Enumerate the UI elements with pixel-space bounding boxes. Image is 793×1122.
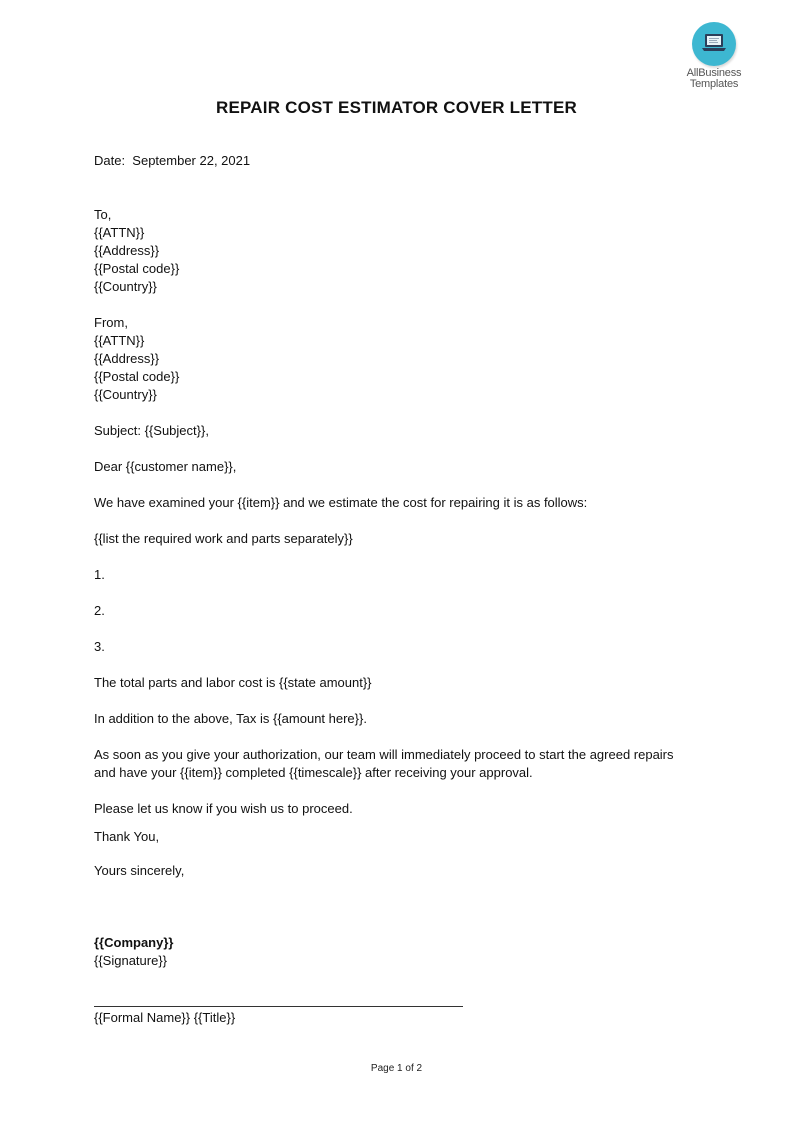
- tax-line: In addition to the above, Tax is {{amount here}}.: [94, 711, 367, 726]
- logo-line-2: Templates: [689, 78, 739, 90]
- total-cost-line: The total parts and labor cost is {{state amount}}: [94, 675, 372, 690]
- formal-name-line: {{Formal Name}} {{Title}}: [94, 1010, 236, 1025]
- logo-text: [680, 68, 748, 90]
- from-postal-code: {{Postal code}}: [94, 369, 180, 384]
- from-label: From,: [94, 315, 128, 330]
- letter-body: [94, 152, 714, 970]
- signature-rule: [94, 1006, 463, 1007]
- list-instruction: {{list the required work and parts separately}}: [94, 531, 353, 546]
- from-country: {{Country}}: [94, 387, 157, 402]
- thanks-line: Thank You,: [94, 829, 160, 844]
- from-address: {{Address}}: [94, 351, 160, 366]
- to-postal-code: {{Postal code}}: [94, 261, 180, 276]
- list-item: 3.: [94, 639, 105, 654]
- brand-logo: [680, 22, 748, 90]
- to-label: To,: [94, 207, 112, 222]
- salutation: Dear {{customer name}},: [94, 459, 237, 474]
- from-attn: {{ATTN}}: [94, 333, 145, 348]
- to-address: {{Address}}: [94, 243, 160, 258]
- laptop-icon: [701, 33, 727, 53]
- company-line: {{Company}}: [94, 935, 174, 950]
- page-footer: Page 1 of 2: [370, 1063, 423, 1074]
- proceed-line: Please let us know if you wish us to proceed.: [94, 801, 353, 816]
- logo-line-1: AllBusiness: [686, 67, 742, 79]
- list-item: 1.: [94, 567, 105, 582]
- to-country: {{Country}}: [94, 279, 157, 294]
- authorization-line-1: As soon as you give your authorization, our team will immediately proceed to start the agreed repairs: [94, 747, 674, 762]
- list-item: 2.: [94, 603, 105, 618]
- signature-line: {{Signature}}: [94, 953, 168, 968]
- subject-line: Subject: {{Subject}},: [94, 423, 209, 438]
- date-line: Date: September 22, 2021: [94, 153, 251, 168]
- intro-paragraph: We have examined your {{item}} and we estimate the cost for repairing it is as follows:: [94, 495, 588, 510]
- closing-line: Yours sincerely,: [94, 863, 185, 878]
- to-attn: {{ATTN}}: [94, 225, 145, 240]
- document-title: REPAIR COST ESTIMATOR COVER LETTER: [216, 98, 577, 117]
- authorization-line-2: and have your {{item}} completed {{timescale}} after receiving your approval.: [94, 765, 533, 780]
- logo-badge: [692, 22, 736, 66]
